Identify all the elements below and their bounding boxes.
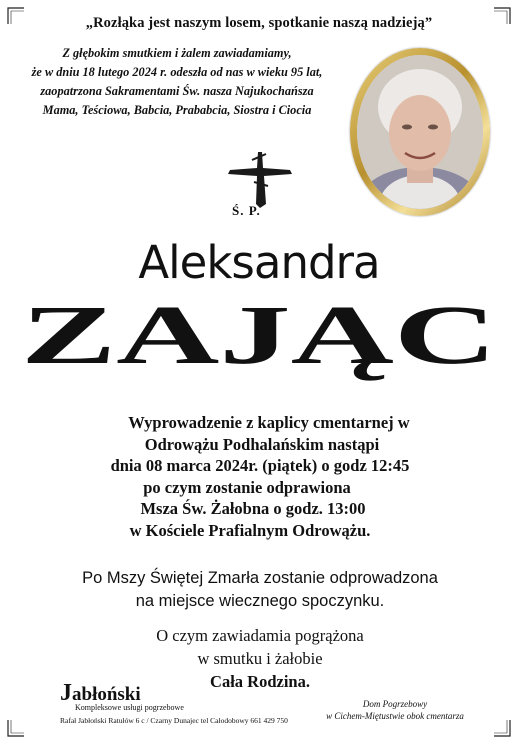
logo-name: abłoński [72,684,141,705]
announcement-line: Z głębokim smutkiem i żalem zawiadamiamy, [62,46,292,60]
family-line: O czym zawiadamia pogrążona [156,626,364,645]
funeral-line: Odrowążu Podhalańskim nastąpi [144,434,380,454]
funeral-line: w Kościele Prafialnym Odrowążu. [129,520,371,540]
deceased-surname: ZAJĄC [20,289,498,382]
deceased-first-name: Aleksandra [138,236,380,289]
home-line: Dom Pogrzebowy [362,699,428,709]
funeral-line: dnia 08 marca 2024r. (piątek) o godz 12:45 [110,456,410,475]
escort-line: na miejsce wiecznego spoczynku. [135,592,385,610]
corner-ornament-bottom-right [492,718,512,738]
funeral-home-right [320,698,470,722]
funeral-details [60,412,460,541]
funeral-line: po czym zostanie odprawiona [143,477,351,497]
family-name: Cała Rodzina. [210,672,310,691]
announcement-line: zaopatrzona Sakramentami Św. nasza Najukochańsza [40,84,314,98]
portrait-photo [357,55,483,209]
portrait-frame [350,48,490,216]
funeral-line: Wyprowadzenie z kaplicy cmentarnej w [128,413,410,432]
funeral-home-logo [60,680,141,706]
announcement-line: Mama, Teściowa, Babcia, Prababcia, Siostra i Ciocia [42,103,312,117]
initials-sp: Ś. P. [232,203,261,218]
motto-quote: „Rozłąka jest naszym losem, spotkanie naszą nadzieją” [85,15,433,31]
logo-initial: J [60,680,72,706]
family-line: w smutku i żałobie [197,649,323,668]
corner-ornament-bottom-left [6,718,26,738]
funeral-home-subtitle: Kompleksowe usługi pogrzebowe [75,703,184,712]
home-line: w Cichem-Miętustwie obok cmentarza [326,711,464,721]
burial-escort-text [40,567,480,613]
family-signature [90,624,430,693]
death-announcement [12,44,342,120]
funeral-line: Msza Św. Żałobna o godz. 13:00 [140,499,366,518]
portrait-silhouette [357,55,483,209]
announcement-line: że w dniu 18 lutego 2024 r. odeszła od nas w wieku 95 lat, [31,65,323,79]
funeral-home-address: Rafał Jabłoński Ratułów 6 c / Czarny Dunajec tel Całodobowy 661 429 750 [60,716,288,725]
escort-line: Po Mszy Świętej Zmarła zostanie odprowadzona [82,569,438,587]
